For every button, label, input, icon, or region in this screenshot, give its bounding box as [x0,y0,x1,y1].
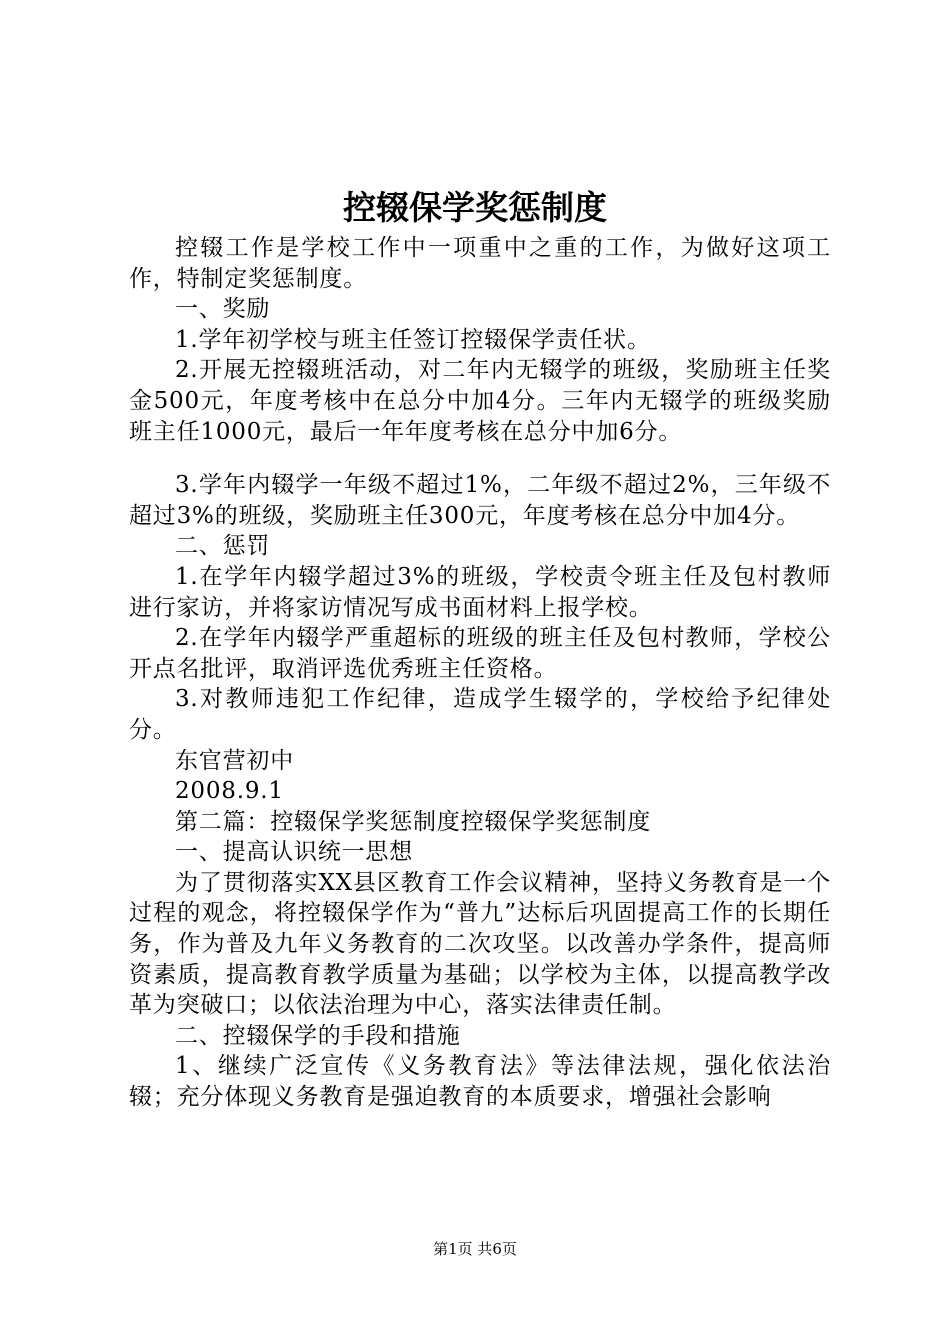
penalty-item-2: 2.在学年内辍学严重超标的班级的班主任及包村教师，学校公开点名批评，取消评选优秀班主任资格。 [129,625,831,682]
reward-item-1: 1.学年初学校与班主任签订控辍保学责任状。 [175,326,651,353]
paragraph-awareness: 为了贯彻落实XX县区教育工作会议精神，坚持义务教育是一个过程的观念，将控辍保学作为“普九”达标后巩固提高工作的长期任务，作为普及九年义务教育的二次攻坚。以改善办学条件，提高师资素质，提高教育教学质量为基础；以学校为主体，以提高教学改革为突破口；以依法治理为中心，落实法律责任制。 [129,869,831,1019]
paragraph-intro: 控辍工作是学校工作中一项重中之重的工作，为做好这项工作，特制定奖惩制度。 [129,235,831,292]
signature-school: 东官营初中 [175,747,294,774]
reward-item-2: 2.开展无控辍班活动，对二年内无辍学的班级，奖励班主任奖金500元，年度考核中在总分中加4分。三年内无辍学的班级奖励班主任1000元，最后一年年度考核在总分中加6分。 [129,357,831,445]
measure-item-1: 1、继续广泛宣传《义务教育法》等法律法规，强化依法治辍；充分体现义务教育是强迫教育的本质要求，增强社会影响 [129,1053,831,1111]
signature-date: 2008.9.1 [175,778,284,805]
penalty-item-1: 1.在学年内辍学超过3%的班级，学校责令班主任及包村教师进行家访，并将家访情况写成书面材料上报学校。 [129,563,831,621]
heading-penalties: 二、惩罚 [175,533,271,560]
heading-awareness: 一、提高认识统一思想 [175,839,413,866]
section-two-title: 第二篇：控辍保学奖惩制度控辍保学奖惩制度 [175,808,651,835]
penalty-item-3: 3.对教师违犯工作纪律，造成学生辍学的，学校给予纪律处分。 [129,686,831,743]
page-footer: 第1页 共6页 [433,1240,517,1258]
heading-rewards: 一、奖励 [175,296,271,323]
heading-measures: 二、控辍保学的手段和措施 [175,1022,461,1049]
document-title: 控辍保学奖惩制度 [343,188,607,227]
document-body [129,233,831,1113]
reward-item-3: 3.学年内辍学一年级不超过1%，二年级不超过2%，三年级不超过3%的班级，奖励班主任300元，年度考核在总分中加4分。 [129,472,831,529]
